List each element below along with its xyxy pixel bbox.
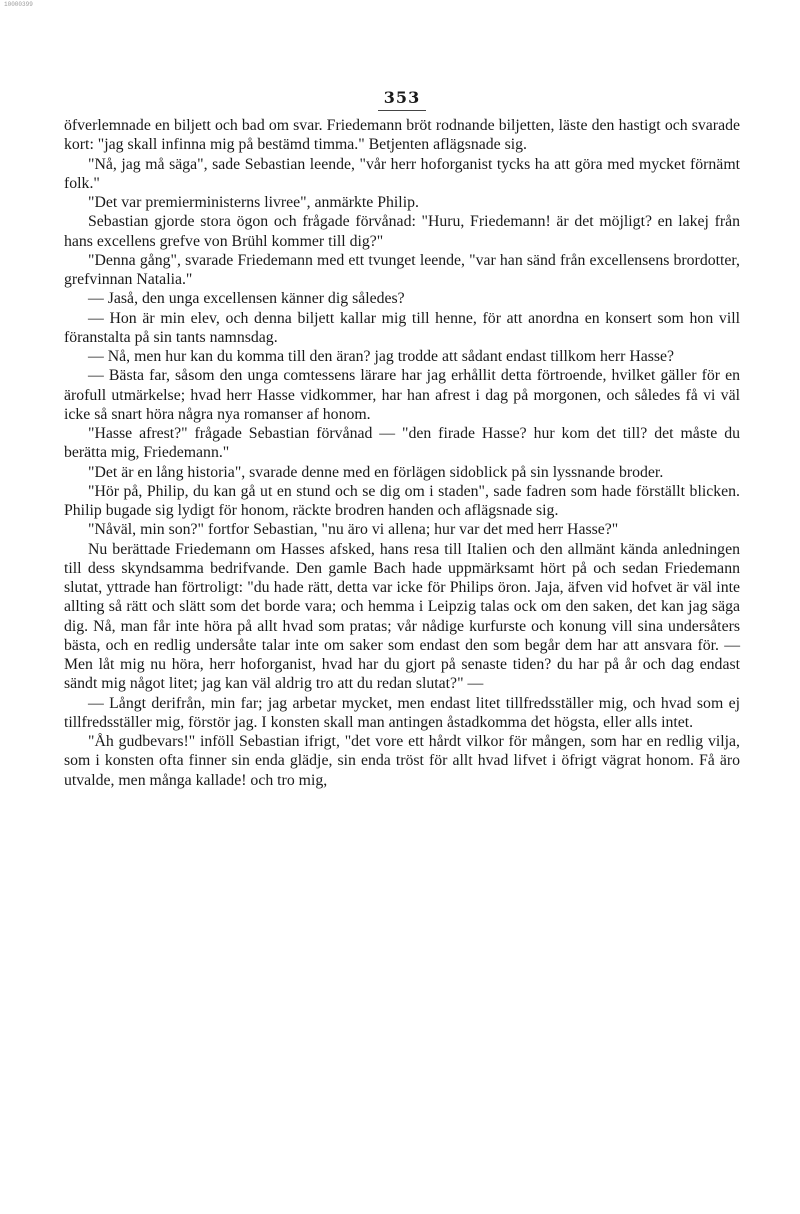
paragraph: — Långt derifrån, min far; jag arbetar mycket, men endast litet tillfredsställer mig, och hvad som ej tillfredsställer mig, förstör jag. I konsten skall man antingen åstadkomma det högsta, eller alls intet. [64, 694, 740, 731]
paragraph: öfverlemnade en biljett och bad om svar. Friedemann bröt rodnande biljetten, läste den hastigt och svarade kort: "jag skall infinna mig på bestämd timma." Betjenten aflägsnade sig. [64, 117, 740, 154]
body-text [64, 116, 740, 790]
paragraph: Nu berättade Friedemann om Hasses afsked, hans resa till Italien och den allmänt kända anledningen till dess skyndsamma bedrifvande. Den gamle Bach hade uppmärksamt hört på och sedan Friedemann slutat, yttrade han förtroligt: "du hade rätt, detta var icke för Philips öron. Jaja, äfven vid hofvet är väl inte allting så rätt och slätt som det borde vara; och hemma i Leipzig talas ock om den saken, det kan jag säga dig. Nå, man får inte höra på allt hvad som pratas; vår nådige kurfurste och konung vill sina undersåters bästa, och en redlig undersåte talar inte om saker som endast den som begår dem har att ansvara för. — Men låt mig nu höra, herr hoforganist, hvad har du gjort på senaste tiden? du har på år och dag endast sändt mig något litet; jag kan väl aldrig tro att du redan slutat?" — [64, 540, 740, 693]
paragraph: — Nå, men hur kan du komma till den äran? jag trodde att sådant endast tillkom herr Hasse? [88, 348, 675, 365]
paragraph: — Hon är min elev, och denna biljett kallar mig till henne, för att anordna en konsert som hon vill föranstalta på sin tants namnsdag. [64, 309, 740, 346]
paragraph: "Det är en lång historia", svarade denne med en förlägen sidoblick på sin lyssnande broder. [88, 463, 664, 481]
page-number-rule [378, 110, 426, 111]
page-number: 353 [383, 88, 421, 107]
paragraph: "Hör på, Philip, du kan gå ut en stund och se dig om i staden", sade fadren som hade förställt blicken. Philip bugade sig lydigt för honom, räckte brodren handen och aflägsnade sig. [64, 482, 740, 519]
paragraph: "Nå, jag må säga", sade Sebastian leende, "vår herr hoforganist tycks ha att göra med mycket förnämt folk." [64, 155, 740, 192]
paragraph: "Nåväl, min son?" fortfor Sebastian, "nu äro vi allena; hur var det med herr Hasse?" [88, 521, 619, 539]
paragraph: "Denna gång", svarade Friedemann med ett tvunget leende, "var han sänd från excellensens brordotter, grefvinnan Natalia." [64, 251, 740, 288]
paragraph: "Åh gudbevars!" inföll Sebastian ifrigt, "det vore ett hårdt vilkor för mången, som har en redlig vilja, som i konsten ofta finner sin enda glädje, sin enda tröst för allt hvad lifvet i öfrigt vägrat honom. Få äro utvalde, men många kallade! och tro mig, [64, 733, 740, 789]
paragraph: — Bästa far, såsom den unga comtessens lärare har jag erhållit detta förtroende, hvilket gäller för en ärofull utmärkelse; hvad herr Hasse vidkommer, har han afrest i dag på morgonen, och således få vi väl icke så snart höra några nya romanser af honom. [64, 367, 740, 423]
scan-id-label: 10000399 [4, 1, 33, 8]
paragraph: "Det var premierministerns livree", anmärkte Philip. [88, 194, 419, 211]
paragraph: "Hasse afrest?" frågade Sebastian förvånad — "den firade Hasse? hur kom det till? det måste du berätta mig, Friedemann." [64, 425, 740, 462]
paragraph: Sebastian gjorde stora ögon och frågade förvånad: "Huru, Friedemann! är det möjligt? en lakej från hans excellens grefve von Brühl kommer till dig?" [64, 213, 740, 250]
paragraph: — Jaså, den unga excellensen känner dig således? [88, 290, 405, 308]
